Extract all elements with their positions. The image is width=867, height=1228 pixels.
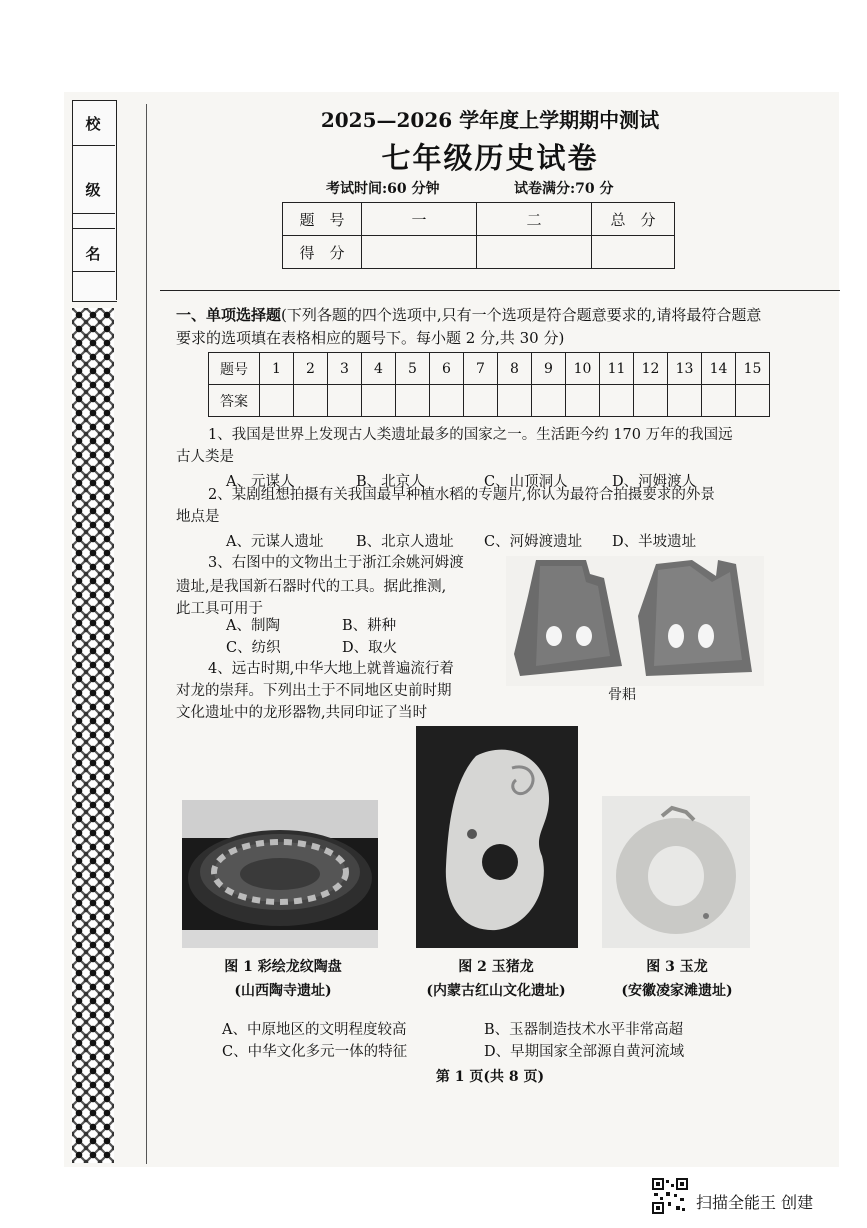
answer-cell[interactable]: [362, 385, 396, 417]
section-divider: [160, 290, 840, 291]
answer-cell[interactable]: [328, 385, 362, 417]
score-cell[interactable]: [477, 236, 592, 269]
binding-label-school: 校: [85, 115, 101, 133]
score-header-cell: 题 号: [283, 203, 362, 236]
figure-2-caption: 图 2 玉猪龙: [458, 959, 534, 975]
section-instructions-text: (下列各题的四个选项中,只有一个选项是符合题意要求的,请将最符合题意要求的选项填在表格相应的题号下。每小题 2 分,共 30 分): [176, 306, 762, 347]
question-1-text-cont: 古人类是: [176, 449, 234, 465]
binding-label-class: 级: [85, 181, 101, 199]
question-number-cell: 13: [668, 353, 702, 385]
question-number-cell: 4: [362, 353, 396, 385]
question-4-option-c[interactable]: C、中华文化多元一体的特征: [222, 1044, 408, 1060]
question-4-option-d[interactable]: D、早期国家全部源自黄河流域: [484, 1044, 685, 1060]
question-4-option-a[interactable]: A、中原地区的文明程度较高: [222, 1022, 407, 1038]
binding-edge: [116, 100, 117, 300]
question-2-option-b[interactable]: B、北京人遗址: [356, 534, 454, 550]
score-cell[interactable]: [592, 236, 675, 269]
question-number-cell: 12: [634, 353, 668, 385]
question-3-option-b[interactable]: B、耕种: [342, 618, 397, 634]
score-cell[interactable]: [362, 236, 477, 269]
figure-2-site: (内蒙古红山文化遗址): [426, 983, 566, 999]
question-4-text-cont: 对龙的崇拜。下列出土于不同地区史前时期: [176, 683, 452, 699]
figure-1-site: (山西陶寺遗址): [234, 983, 332, 999]
question-1-text: 1、我国是世界上发现古人类遗址最多的国家之一。生活距今约 170 万年的我国远: [208, 427, 733, 443]
answer-row-label: 答案: [209, 385, 260, 417]
question-2-option-d[interactable]: D、半坡遗址: [612, 534, 697, 550]
figure-3-site: (安徽凌家滩遗址): [621, 983, 733, 999]
question-1-option-c[interactable]: C、山顶洞人: [484, 474, 568, 490]
score-table: [282, 202, 675, 269]
question-number-cell: 3: [328, 353, 362, 385]
section-instructions: [176, 304, 776, 350]
answer-cell[interactable]: [430, 385, 464, 417]
question-number-cell: 7: [464, 353, 498, 385]
answer-cell[interactable]: [294, 385, 328, 417]
qr-code-icon: [652, 1178, 688, 1214]
question-1-option-a[interactable]: A、元谋人: [226, 474, 295, 490]
question-4-text-cont2: 文化遗址中的龙形器物,共同印证了当时: [176, 705, 428, 721]
question-number-cell: 1: [260, 353, 294, 385]
score-header-cell: 一: [362, 203, 477, 236]
bone-spade-caption: 骨耜: [608, 687, 636, 703]
question-number-cell: 11: [600, 353, 634, 385]
question-3-option-c[interactable]: C、纺织: [226, 640, 281, 656]
question-2-text-cont: 地点是: [176, 509, 220, 525]
question-2-option-c[interactable]: C、河姆渡遗址: [484, 534, 583, 550]
binding-label-name: 名: [85, 245, 101, 263]
scanner-watermark: 扫描全能王 创建: [696, 1193, 814, 1212]
question-1-option-d[interactable]: D、河姆渡人: [612, 474, 697, 490]
question-2-option-a[interactable]: A、元谋人遗址: [226, 534, 324, 550]
question-number-cell: 6: [430, 353, 464, 385]
question-1-option-b[interactable]: B、北京人: [356, 474, 425, 490]
answer-cell[interactable]: [498, 385, 532, 417]
jade-dragon-image: [602, 796, 750, 948]
figure-1-caption: 图 1 彩绘龙纹陶盘: [224, 959, 342, 975]
question-3-option-a[interactable]: A、制陶: [226, 618, 280, 634]
answer-cell[interactable]: [566, 385, 600, 417]
decorative-border: [72, 308, 114, 1163]
answer-cell[interactable]: [396, 385, 430, 417]
answer-table-header-label: 题号: [209, 353, 260, 385]
section-heading: 一、单项选择题: [176, 306, 282, 324]
answer-cell[interactable]: [260, 385, 294, 417]
question-number-cell: 15: [736, 353, 770, 385]
score-header-cell: 总 分: [592, 203, 675, 236]
question-3-text: 3、右图中的文物出土于浙江余姚河姆渡: [208, 555, 464, 571]
exam-subtitle: 七年级历史试卷: [381, 141, 599, 175]
question-number-cell: 9: [532, 353, 566, 385]
score-row-label: 得 分: [283, 236, 362, 269]
answer-table: [208, 352, 770, 417]
question-number-cell: 8: [498, 353, 532, 385]
answer-cell[interactable]: [532, 385, 566, 417]
question-4-option-b[interactable]: B、玉器制造技术水平非常高超: [484, 1022, 684, 1038]
exam-time: 考试时间:60 分钟: [326, 181, 440, 197]
question-number-cell: 2: [294, 353, 328, 385]
answer-cell[interactable]: [736, 385, 770, 417]
question-number-cell: 10: [566, 353, 600, 385]
question-3-option-d[interactable]: D、取火: [342, 640, 398, 656]
bone-spade-image: [506, 556, 764, 686]
page-number: 第 1 页(共 8 页): [435, 1069, 545, 1085]
question-3-text-cont2: 此工具可用于: [176, 601, 263, 617]
question-4-text: 4、远古时期,中华大地上就普遍流行着: [208, 661, 454, 677]
figure-3-caption: 图 3 玉龙: [646, 959, 708, 975]
dragon-plate-image: [182, 800, 378, 948]
answer-cell[interactable]: [464, 385, 498, 417]
answer-cell[interactable]: [668, 385, 702, 417]
question-2-text: 2、某剧组想拍摄有关我国最早种植水稻的专题片,你认为最符合拍摄要求的外景: [208, 487, 715, 503]
score-header-cell: 二: [477, 203, 592, 236]
answer-cell[interactable]: [600, 385, 634, 417]
binding-strip: [72, 100, 117, 302]
question-3-text-cont: 遗址,是我国新石器时代的工具。据此推测,: [176, 579, 447, 595]
question-number-cell: 14: [702, 353, 736, 385]
answer-cell[interactable]: [634, 385, 668, 417]
exam-title: 2025—2026 学年度上学期期中测试: [320, 108, 660, 132]
answer-cell[interactable]: [702, 385, 736, 417]
exam-total-score: 试卷满分:70 分: [514, 181, 614, 197]
question-number-cell: 5: [396, 353, 430, 385]
seal-line: [146, 104, 147, 1164]
jade-pig-dragon-image: [416, 726, 578, 948]
